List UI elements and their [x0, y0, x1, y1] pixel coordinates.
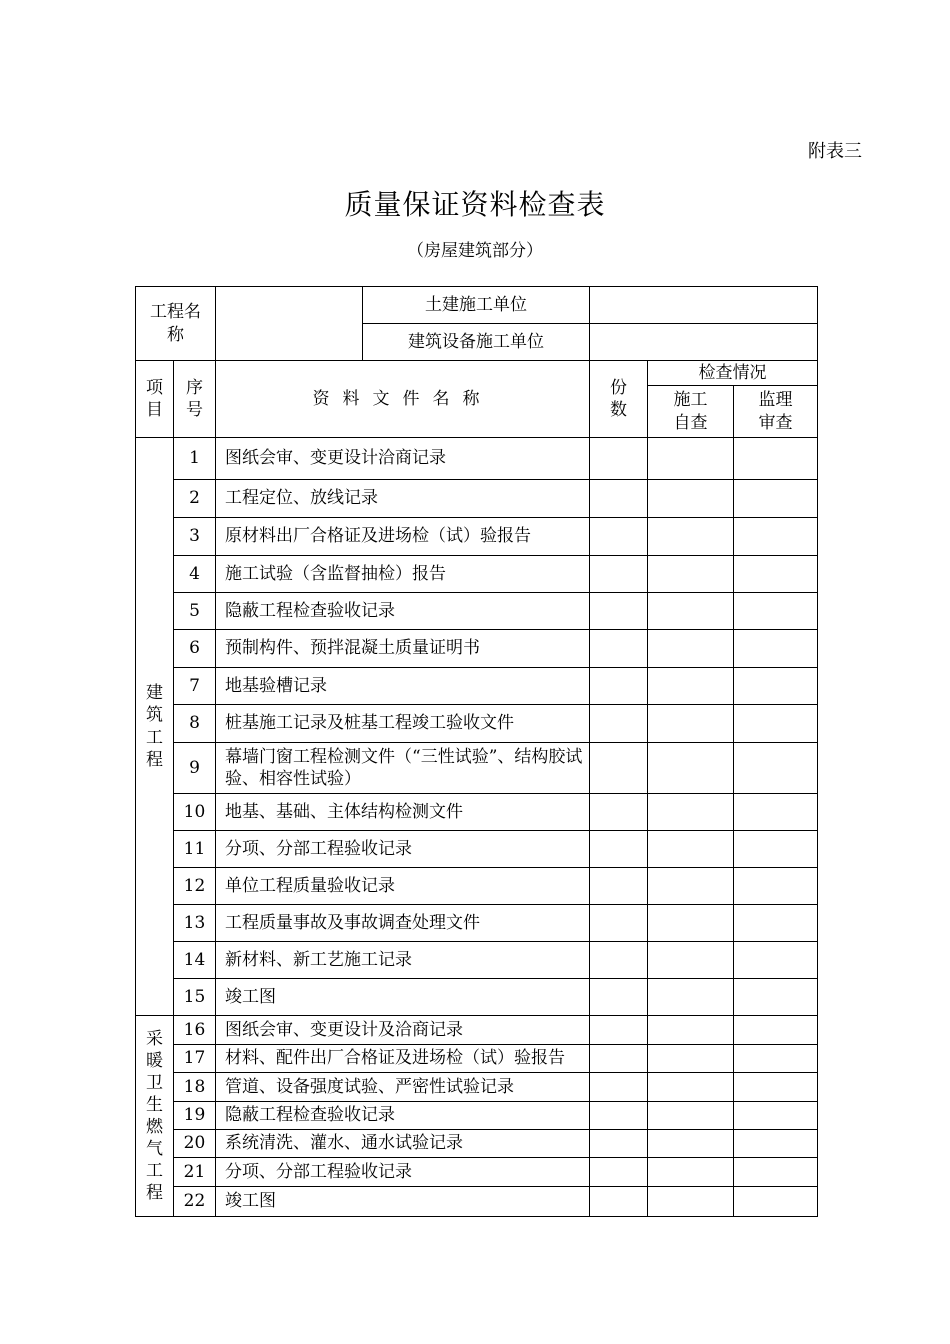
row-self-check-cell[interactable] [648, 518, 734, 556]
col-self-check-header: 施工自查 [648, 386, 734, 438]
row-seq: 13 [174, 905, 216, 942]
row-doc-name: 图纸会审、变更设计洽商记录 [216, 438, 590, 480]
table-row [136, 1187, 818, 1217]
row-doc-name: 原材料出厂合格证及进场检（试）验报告 [216, 518, 590, 556]
header-row-project [136, 287, 818, 324]
table-row [136, 1016, 818, 1045]
row-self-check-cell[interactable] [648, 942, 734, 979]
row-doc-name: 材料、配件出厂合格证及进场检（试）验报告 [216, 1045, 590, 1073]
row-seq: 11 [174, 831, 216, 868]
row-copies-cell[interactable] [590, 556, 648, 593]
row-doc-name: 管道、设备强度试验、严密性试验记录 [216, 1073, 590, 1102]
table-row [136, 1130, 818, 1158]
row-seq: 14 [174, 942, 216, 979]
row-seq: 17 [174, 1045, 216, 1073]
row-self-check-cell[interactable] [648, 794, 734, 831]
row-doc-name: 新材料、新工艺施工记录 [216, 942, 590, 979]
row-seq: 4 [174, 556, 216, 593]
row-copies-cell[interactable] [590, 630, 648, 668]
row-doc-name: 幕墙门窗工程检测文件（“三性试验”、结构胶试验、相容性试验） [216, 743, 590, 794]
row-supervision-cell[interactable] [734, 630, 818, 668]
row-supervision-cell[interactable] [734, 1187, 818, 1217]
row-doc-name: 施工试验（含监督抽检）报告 [216, 556, 590, 593]
row-doc-name: 隐蔽工程检查验收记录 [216, 593, 590, 630]
row-self-check-cell[interactable] [648, 1158, 734, 1187]
row-copies-cell[interactable] [590, 705, 648, 743]
row-supervision-cell[interactable] [734, 794, 818, 831]
col-doc-header: 资料文件名称 [216, 361, 590, 438]
category-label: 建筑工程 [136, 438, 174, 1016]
row-seq: 3 [174, 518, 216, 556]
row-copies-cell[interactable] [590, 668, 648, 705]
row-seq: 19 [174, 1102, 216, 1130]
table-row [136, 1073, 818, 1102]
row-seq: 12 [174, 868, 216, 905]
row-copies-cell[interactable] [590, 480, 648, 518]
table-row [136, 480, 818, 518]
row-supervision-cell[interactable] [734, 1102, 818, 1130]
row-supervision-cell[interactable] [734, 868, 818, 905]
appendix-label: 附表三 [808, 141, 862, 162]
col-copies-header: 份数 [590, 361, 648, 438]
row-copies-cell[interactable] [590, 1102, 648, 1130]
table-row [136, 942, 818, 979]
row-copies-cell[interactable] [590, 1045, 648, 1073]
category-label: 采暖卫生燃气工程 [136, 1016, 174, 1217]
table-row [136, 630, 818, 668]
row-self-check-cell[interactable] [648, 556, 734, 593]
row-seq: 7 [174, 668, 216, 705]
row-doc-name: 工程定位、放线记录 [216, 480, 590, 518]
row-copies-cell[interactable] [590, 518, 648, 556]
table-row [136, 794, 818, 831]
row-supervision-cell[interactable] [734, 1016, 818, 1045]
row-doc-name: 工程质量事故及事故调查处理文件 [216, 905, 590, 942]
row-copies-cell[interactable] [590, 1187, 648, 1217]
row-seq: 21 [174, 1158, 216, 1187]
row-copies-cell[interactable] [590, 1016, 648, 1045]
row-copies-cell[interactable] [590, 593, 648, 630]
table-row [136, 1102, 818, 1130]
row-doc-name: 竣工图 [216, 1187, 590, 1217]
row-seq: 9 [174, 743, 216, 794]
table-row [136, 743, 818, 794]
row-seq: 18 [174, 1073, 216, 1102]
row-seq: 10 [174, 794, 216, 831]
row-self-check-cell[interactable] [648, 743, 734, 794]
row-seq: 6 [174, 630, 216, 668]
row-supervision-cell[interactable] [734, 831, 818, 868]
row-doc-name: 地基、基础、主体结构检测文件 [216, 794, 590, 831]
row-supervision-cell[interactable] [734, 705, 818, 743]
row-supervision-cell[interactable] [734, 556, 818, 593]
row-self-check-cell[interactable] [648, 438, 734, 480]
row-supervision-cell[interactable] [734, 743, 818, 794]
table-row [136, 556, 818, 593]
row-self-check-cell[interactable] [648, 905, 734, 942]
row-copies-cell[interactable] [590, 743, 648, 794]
project-name-label: 工程名称 [136, 287, 216, 361]
row-supervision-cell[interactable] [734, 438, 818, 480]
table-row [136, 518, 818, 556]
row-self-check-cell[interactable] [648, 705, 734, 743]
equipment-unit-value[interactable] [590, 324, 818, 361]
row-copies-cell[interactable] [590, 868, 648, 905]
table-row [136, 668, 818, 705]
row-doc-name: 图纸会审、变更设计及洽商记录 [216, 1016, 590, 1045]
row-self-check-cell[interactable] [648, 630, 734, 668]
row-seq: 8 [174, 705, 216, 743]
row-copies-cell[interactable] [590, 1073, 648, 1102]
row-supervision-cell[interactable] [734, 979, 818, 1016]
row-doc-name: 竣工图 [216, 979, 590, 1016]
row-seq: 1 [174, 438, 216, 480]
row-self-check-cell[interactable] [648, 668, 734, 705]
row-self-check-cell[interactable] [648, 480, 734, 518]
row-self-check-cell[interactable] [648, 1102, 734, 1130]
page-title: 质量保证资料检查表 [344, 188, 606, 221]
row-doc-name: 桩基施工记录及桩基工程竣工验收文件 [216, 705, 590, 743]
row-doc-name: 分项、分部工程验收记录 [216, 831, 590, 868]
row-seq: 22 [174, 1187, 216, 1217]
row-seq: 5 [174, 593, 216, 630]
table-row [136, 1158, 818, 1187]
row-copies-cell[interactable] [590, 831, 648, 868]
row-supervision-cell[interactable] [734, 905, 818, 942]
table-row [136, 593, 818, 630]
table-row [136, 868, 818, 905]
row-supervision-cell[interactable] [734, 1073, 818, 1102]
row-self-check-cell[interactable] [648, 979, 734, 1016]
table-row [136, 1045, 818, 1073]
row-supervision-cell[interactable] [734, 480, 818, 518]
row-self-check-cell[interactable] [648, 831, 734, 868]
civil-unit-value[interactable] [590, 287, 818, 324]
row-copies-cell[interactable] [590, 905, 648, 942]
row-supervision-cell[interactable] [734, 942, 818, 979]
row-self-check-cell[interactable] [648, 1045, 734, 1073]
row-doc-name: 隐蔽工程检查验收记录 [216, 1102, 590, 1130]
row-copies-cell[interactable] [590, 1158, 648, 1187]
row-seq: 2 [174, 480, 216, 518]
table-row [136, 705, 818, 743]
row-supervision-cell[interactable] [734, 518, 818, 556]
row-copies-cell[interactable] [590, 942, 648, 979]
row-supervision-cell[interactable] [734, 668, 818, 705]
row-supervision-cell[interactable] [734, 1130, 818, 1158]
col-seq-header: 序号 [174, 361, 216, 438]
row-self-check-cell[interactable] [648, 593, 734, 630]
row-supervision-cell[interactable] [734, 1158, 818, 1187]
row-seq: 16 [174, 1016, 216, 1045]
project-name-value[interactable] [216, 287, 363, 361]
row-seq: 15 [174, 979, 216, 1016]
col-item-header: 项目 [136, 361, 174, 438]
row-copies-cell[interactable] [590, 794, 648, 831]
row-self-check-cell[interactable] [648, 1187, 734, 1217]
column-header-row [136, 361, 818, 386]
row-doc-name: 系统清洗、灌水、通水试验记录 [216, 1130, 590, 1158]
row-self-check-cell[interactable] [648, 1073, 734, 1102]
row-doc-name: 预制构件、预拌混凝土质量证明书 [216, 630, 590, 668]
row-self-check-cell[interactable] [648, 868, 734, 905]
row-doc-name: 分项、分部工程验收记录 [216, 1158, 590, 1187]
table-row [136, 979, 818, 1016]
row-doc-name: 单位工程质量验收记录 [216, 868, 590, 905]
row-copies-cell[interactable] [590, 1130, 648, 1158]
table-row [136, 438, 818, 480]
row-self-check-cell[interactable] [648, 1016, 734, 1045]
row-copies-cell[interactable] [590, 438, 648, 480]
equipment-unit-label: 建筑设备施工单位 [363, 324, 590, 361]
row-doc-name: 地基验槽记录 [216, 668, 590, 705]
table-row [136, 905, 818, 942]
civil-unit-label: 土建施工单位 [363, 287, 590, 324]
table-row [136, 831, 818, 868]
col-check-header: 检查情况 [648, 361, 818, 386]
row-supervision-cell[interactable] [734, 593, 818, 630]
row-seq: 20 [174, 1130, 216, 1158]
col-supervision-header: 监理审查 [734, 386, 818, 438]
row-copies-cell[interactable] [590, 979, 648, 1016]
quality-check-table [135, 286, 818, 1217]
page-subtitle: （房屋建筑部分） [407, 241, 543, 261]
row-supervision-cell[interactable] [734, 1045, 818, 1073]
row-self-check-cell[interactable] [648, 1130, 734, 1158]
